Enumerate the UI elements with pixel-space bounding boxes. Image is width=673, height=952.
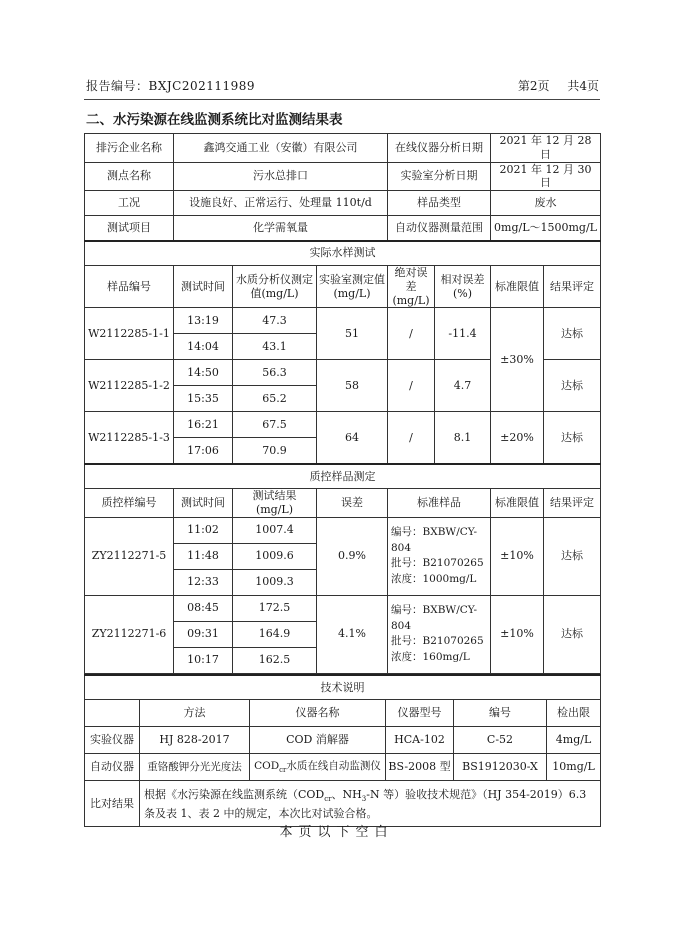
comparison-sub-2: 3 <box>361 794 367 803</box>
qc-sample-id: ZY2112271-6 <box>85 595 174 673</box>
test-time: 12:33 <box>174 569 233 595</box>
info-label: 自动仪器测量范围 <box>388 216 491 241</box>
comparison-text-a: 根据《水污染源在线监测系统（COD <box>144 787 325 801</box>
standard-sample-concentration: 浓度：1000mg/L <box>391 573 477 585</box>
tech-row-compare <box>85 781 601 827</box>
analyzer-value: 65.2 <box>233 386 317 412</box>
info-row <box>85 134 601 163</box>
row-label: 比对结果 <box>85 781 140 827</box>
standard-limit: ±10% <box>491 517 544 595</box>
relative-error: 8.1 <box>435 412 491 464</box>
col-header: 水质分析仪测定值(mg/L) <box>233 266 317 308</box>
info-label: 样品类型 <box>388 191 491 216</box>
col-header: 测试结果(mg/L) <box>233 489 317 518</box>
actual-header-row <box>85 266 601 308</box>
table-row <box>85 308 601 334</box>
info-value: 废水 <box>491 191 601 216</box>
test-time: 15:35 <box>174 386 233 412</box>
method: 重铬酸钾分光光度法 <box>140 754 250 781</box>
report-number: 报告编号：BXJC202111989 <box>86 79 256 93</box>
row-label: 实验仪器 <box>85 727 140 754</box>
test-result: 164.9 <box>233 621 317 647</box>
col-header: 结果评定 <box>544 489 601 518</box>
instrument-name-sub: cr <box>279 765 287 774</box>
instrument-name-cod: COD <box>254 759 280 772</box>
info-row <box>85 191 601 216</box>
info-label: 排污企业名称 <box>85 134 174 163</box>
col-header: 测试时间 <box>174 489 233 518</box>
tech-corner <box>85 700 140 727</box>
standard-sample-concentration: 浓度：160mg/L <box>391 651 470 663</box>
qc-header-row <box>85 489 601 518</box>
info-label: 在线仪器分析日期 <box>388 134 491 163</box>
detection-limit: 10mg/L <box>547 754 601 781</box>
instrument-number: C-52 <box>454 727 547 754</box>
test-result: 1009.6 <box>233 543 317 569</box>
info-label: 测点名称 <box>85 162 174 191</box>
col-header: 方法 <box>140 700 250 727</box>
qc-sample-id: ZY2112271-5 <box>85 517 174 595</box>
standard-limit: ±30% <box>491 308 544 412</box>
comparison-result <box>140 781 601 827</box>
sample-id: W2112285-1-1 <box>85 308 174 360</box>
analyzer-value: 70.9 <box>233 438 317 464</box>
relative-error: 4.7 <box>435 360 491 412</box>
standard-sample <box>388 595 491 673</box>
instrument-model: HCA-102 <box>386 727 454 754</box>
info-value: 鑫鸿交通工业（安徽）有限公司 <box>174 134 388 163</box>
detection-limit: 4mg/L <box>547 727 601 754</box>
sample-id: W2112285-1-3 <box>85 412 174 464</box>
col-header: 相对误差(%) <box>435 266 491 308</box>
tech-row-lab <box>85 727 601 754</box>
test-result: 1009.3 <box>233 569 317 595</box>
table-row <box>85 517 601 543</box>
info-row <box>85 162 601 191</box>
test-time: 14:04 <box>174 334 233 360</box>
page-number: 第2页 <box>517 79 550 93</box>
lab-value: 58 <box>317 360 388 412</box>
col-header: 仪器型号 <box>386 700 454 727</box>
col-header: 标准样品 <box>388 489 491 518</box>
test-time: 08:45 <box>174 595 233 621</box>
sample-id: W2112285-1-2 <box>85 360 174 412</box>
lab-value: 51 <box>317 308 388 360</box>
result-rating: 达标 <box>544 308 601 360</box>
standard-sample-code: 编号：BXBW/CY-804 <box>391 603 478 632</box>
instrument-name: COD 消解器 <box>250 727 386 754</box>
col-header: 编号 <box>454 700 547 727</box>
test-result: 162.5 <box>233 647 317 673</box>
info-row <box>85 216 601 241</box>
standard-sample-batch: 批号：B21070265 <box>391 557 484 570</box>
method: HJ 828-2017 <box>140 727 250 754</box>
analyzer-value: 67.5 <box>233 412 317 438</box>
row-label: 自动仪器 <box>85 754 140 781</box>
table-row <box>85 595 601 621</box>
qc-error: 0.9% <box>317 517 388 595</box>
info-value: 2021 年 12 月 30 日 <box>491 162 601 191</box>
col-header: 质控样编号 <box>85 489 174 518</box>
info-value: 设施良好、正常运行、处理量 110t/d <box>174 191 388 216</box>
result-rating: 达标 <box>544 517 601 595</box>
tech-row-auto <box>85 754 601 781</box>
col-header: 仪器名称 <box>250 700 386 727</box>
page-total: 共4页 <box>567 79 599 93</box>
instrument-number: BS1912030-X <box>454 754 547 781</box>
absolute-error: / <box>388 308 435 360</box>
test-time: 10:17 <box>174 647 233 673</box>
qc-section-title: 质控样品测定 <box>85 464 601 489</box>
analyzer-value: 56.3 <box>233 360 317 386</box>
test-time: 17:06 <box>174 438 233 464</box>
analyzer-value: 47.3 <box>233 308 317 334</box>
test-time: 11:02 <box>174 517 233 543</box>
comparison-text-b: 、NH <box>331 787 362 801</box>
standard-sample <box>388 517 491 595</box>
standard-sample-code: 编号：BXBW/CY-804 <box>391 525 478 554</box>
relative-error: -11.4 <box>435 308 491 360</box>
result-table <box>84 133 600 827</box>
col-header: 样品编号 <box>85 266 174 308</box>
test-result: 172.5 <box>233 595 317 621</box>
absolute-error: / <box>388 412 435 464</box>
test-time: 14:50 <box>174 360 233 386</box>
col-header: 实验室测定值(mg/L) <box>317 266 388 308</box>
page-indicator <box>504 77 599 94</box>
header-rule <box>84 99 600 100</box>
instrument-model: BS-2008 型 <box>386 754 454 781</box>
result-rating: 达标 <box>544 412 601 464</box>
table-row <box>85 412 601 438</box>
test-time: 13:19 <box>174 308 233 334</box>
instrument-name-rest: 水质在线自动监测仪 <box>286 759 381 772</box>
standard-limit: ±10% <box>491 595 544 673</box>
instrument-name <box>250 754 386 781</box>
analyzer-value: 43.1 <box>233 334 317 360</box>
col-header: 误差 <box>317 489 388 518</box>
absolute-error: / <box>388 360 435 412</box>
comparison-sub-1: cr <box>324 794 332 803</box>
col-header: 结果评定 <box>544 266 601 308</box>
lab-value: 64 <box>317 412 388 464</box>
result-rating: 达标 <box>544 595 601 673</box>
test-time: 09:31 <box>174 621 233 647</box>
col-header: 绝对误差(mg/L) <box>388 266 435 308</box>
qc-error: 4.1% <box>317 595 388 673</box>
col-header: 测试时间 <box>174 266 233 308</box>
info-value: 污水总排口 <box>174 162 388 191</box>
info-value: 化学需氧量 <box>174 216 388 241</box>
section-title: 二、水污染源在线监测系统比对监测结果表 <box>86 112 343 128</box>
test-time: 11:48 <box>174 543 233 569</box>
blank-page-note: 本页以下空白 <box>279 825 394 840</box>
info-label: 测试项目 <box>85 216 174 241</box>
comparison-text-c: -N 等）验收技术规范》（HJ 354-2019）6.3 条及表 1、表 2 中的规定，本次比对试验合格。 <box>144 787 587 820</box>
info-label: 工况 <box>85 191 174 216</box>
test-time: 16:21 <box>174 412 233 438</box>
standard-sample-batch: 批号：B21070265 <box>391 635 484 648</box>
col-header: 检出限 <box>547 700 601 727</box>
tech-section-title: 技术说明 <box>85 675 601 700</box>
result-rating: 达标 <box>544 360 601 412</box>
info-value: 0mg/L～1500mg/L <box>491 216 601 241</box>
test-result: 1007.4 <box>233 517 317 543</box>
info-label: 实验室分析日期 <box>388 162 491 191</box>
actual-section-title: 实际水样测试 <box>85 241 601 266</box>
standard-limit: ±20% <box>491 412 544 464</box>
col-header: 标准限值 <box>491 489 544 518</box>
tech-header-row <box>85 700 601 727</box>
col-header: 标准限值 <box>491 266 544 308</box>
info-value: 2021 年 12 月 28 日 <box>491 134 601 163</box>
